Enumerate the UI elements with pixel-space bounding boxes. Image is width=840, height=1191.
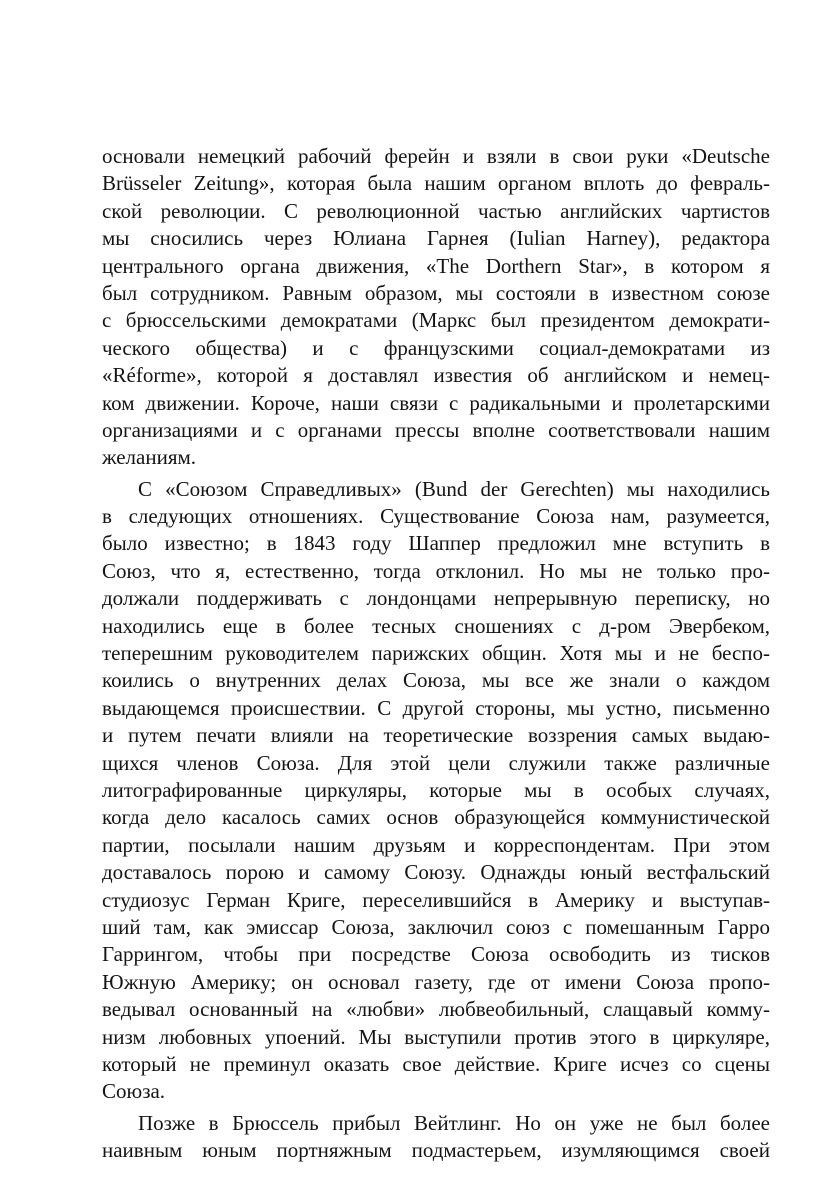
- text-line: ком движении. Короче, наши связи с радикальными и пролетарскими: [102, 390, 770, 415]
- text-line: Гаррингом, чтобы при посредстве Союза освободить из тисков: [102, 942, 770, 967]
- text-line: коились о внутренних делах Союза, мы все же знали о каждом: [102, 668, 770, 693]
- text-line: наивным юным портняжным подмастерьем, изумляющимся своей: [102, 1138, 770, 1163]
- text-line: низм любовных упоений. Мы выступили против этого в циркуляре,: [102, 1024, 770, 1049]
- text-line: было известно; в 1843 году Шаппер предложил мне вступить в: [102, 531, 770, 556]
- text-line: должали поддерживать с лондонцами непрерывную переписку, но: [102, 586, 770, 611]
- text-line: в следующих отношениях. Существование Союза нам, разумеется,: [102, 504, 770, 529]
- text-line: мы сносились через Юлиана Гарнея (Iulian Harney), редактора: [102, 226, 770, 251]
- text-line: Brüsseler Zeitung», которая была нашим органом вплоть до февраль-: [102, 171, 770, 196]
- text-line: желаниям.: [102, 445, 197, 470]
- text-line: и путем печати влияли на теоретические воззрения самых выдаю-: [102, 723, 770, 748]
- text-line: литографированные циркуляры, которые мы в особых случаях,: [102, 777, 770, 802]
- text-line: находились еще в более тесных сношениях с д-ром Эвербеком,: [102, 613, 770, 638]
- text-line: ческого общества) и с французскими социал-демократами из: [102, 335, 770, 360]
- paragraph: [102, 1110, 770, 1165]
- text-line: ведывал основанный на «любви» любвеобильный, слащавый комму-: [102, 997, 770, 1022]
- text-line: студиозус Герман Криге, переселившийся в Америку и выступав-: [102, 887, 770, 912]
- text-line: ской революции. С революционной частью английских чартистов: [102, 198, 770, 223]
- body-text: [102, 143, 770, 1164]
- text-line: Союз, что я, естественно, тогда отклонил. Но мы не только про-: [102, 558, 770, 583]
- text-line: «Réforme», которой я доставлял известия об английском и немец-: [102, 363, 770, 388]
- text-line: центрального органа движения, «The Dorthern Star», в котором я: [102, 253, 770, 278]
- text-line: когда дело касалось самих основ образующейся коммунистической: [102, 805, 770, 830]
- text-line: щихся членов Союза. Для этой цели служили также различные: [102, 750, 770, 775]
- text-line: доставалось порою и самому Союзу. Однажды юный вестфальский: [102, 860, 770, 885]
- text-line: Союза.: [102, 1079, 166, 1104]
- text-line: Южную Америку; он основал газету, где от имени Союза пропо-: [102, 969, 770, 994]
- text-line: организациями и с органами прессы вполне соответствовали нашим: [102, 417, 770, 442]
- text-line: теперешним руководителем парижских общин. Хотя мы и не беспо-: [102, 641, 770, 666]
- text-line: с брюссельскими демократами (Маркс был президентом демократи-: [102, 308, 770, 333]
- text-line: С «Союзом Справедливых» (Bund der Gerechten) мы находились: [138, 476, 770, 501]
- text-line: выдающемся происшествии. С другой стороны, мы устно, письменно: [102, 695, 770, 720]
- text-line: Позже в Брюссель прибыл Вейтлинг. Но он уже не был более: [138, 1110, 770, 1135]
- text-line: партии, посылали нашим друзьям и корреспондентам. При этом: [102, 832, 770, 857]
- paragraph: [102, 476, 770, 1106]
- text-line: который не преминул оказать свое действие. Криге исчез со сцены: [102, 1051, 770, 1076]
- text-line: основали немецкий рабочий ферейн и взяли в свои руки «Deutsche: [102, 144, 770, 168]
- paragraph: [102, 143, 770, 472]
- text-line: ший там, как эмиссар Союза, заключил союз с помешанным Гарро: [102, 914, 770, 939]
- text-line: был сотрудником. Равным образом, мы состояли в известном союзе: [102, 280, 770, 305]
